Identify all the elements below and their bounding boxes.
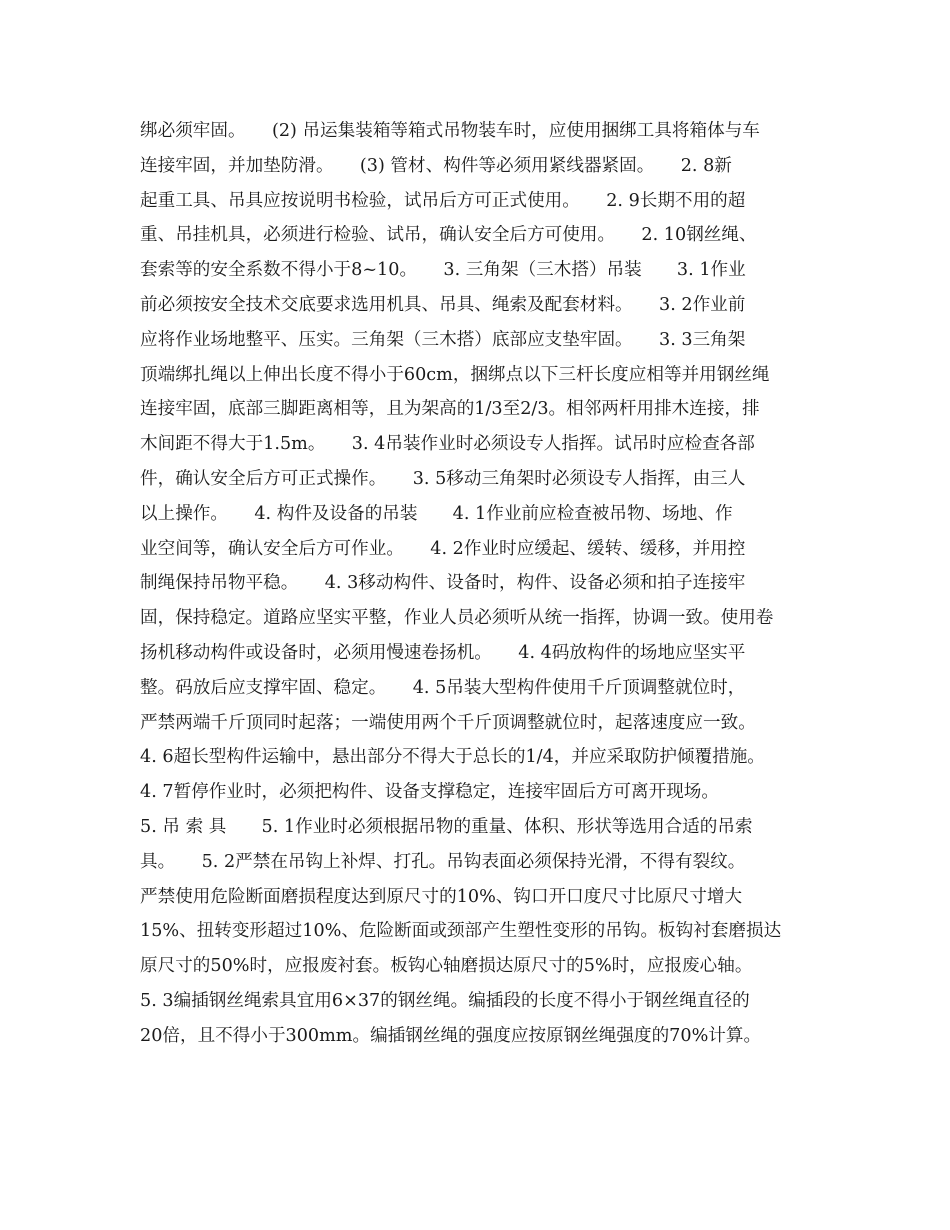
text-line: 严禁使用危险断面磨损程度达到原尺寸的10%、钩口开口度尺寸比原尺寸增大: [140, 886, 743, 907]
text-line: 业空间等，确认安全后方可作业。 4. 2作业时应缓起、缓转、缓移，并用控: [140, 538, 746, 559]
text-line: 件，确认安全后方可正式操作。 3. 5移动三角架时必须设专人指挥，由三人: [140, 468, 746, 489]
text-line: 绑必须牢固。 (2) 吊运集装箱等箱式吊物装车时，应使用捆绑工具将箱体与车: [140, 121, 760, 141]
text-line: 木间距不得大于1.5m。 3. 4吊装作业时必须设专人指挥。试吊时应检查各部: [140, 434, 755, 455]
text-line: 扬机移动构件或设备时，必须用慢速卷扬机。 4. 4码放构件的场地应坚实平: [140, 642, 746, 663]
text-line: 原尺寸的50%时，应报废衬套。板钩心轴磨损达原尺寸的5%时，应报废心轴。: [140, 956, 753, 977]
text-line: 4. 6超长型构件运输中，悬出部分不得大于总长的1/4，并应采取防护倾覆措施。: [140, 747, 765, 768]
text-line: 顶端绑扎绳以上伸出长度不得小于60cm，捆绑点以下三杆长度应相等并用钢丝绳: [140, 364, 770, 385]
text-line: 以上操作。 4. 构件及设备的吊装 4. 1作业前应检查被吊物、场地、作: [140, 503, 733, 524]
text-line: 5. 吊 索 具 5. 1作业时必须根据吊物的重量、体积、形状等选用合适的吊索: [140, 816, 753, 837]
text-line: 制绳保持吊物平稳。 4. 3移动构件、设备时，构件、设备必须和拍子连接牢: [140, 573, 746, 594]
text-line: 5. 3编插钢丝绳索具宜用6×37的钢丝绳。编插段的长度不得小于钢丝绳直径的: [140, 990, 750, 1011]
text-line: 套索等的安全系数不得小于8~10。 3. 三角架（三木搭）吊装 3. 1作业: [140, 260, 746, 281]
text-line: 固，保持稳定。道路应坚实平整，作业人员必须听从统一指挥，协调一致。使用卷: [140, 608, 774, 629]
text-line: 应将作业场地整平、压实。三角架（三木搭）底部应支垫牢固。 3. 3三角架: [140, 329, 746, 350]
text-line: 连接牢固，底部三脚距离相等，且为架高的1/3至2/3。相邻两杆用排木连接，排: [140, 399, 760, 420]
text-line: 起重工具、吊具应按说明书检验，试吊后方可正式使用。 2. 9长期不用的超: [140, 190, 746, 211]
text-line: 具。 5. 2严禁在吊钩上补焊、打孔。吊钩表面必须保持光滑，不得有裂纹。: [140, 851, 746, 872]
text-line: 连接牢固，并加垫防滑。 (3) 管材、构件等必须用紧线器紧固。 2. 8新: [140, 155, 732, 176]
text-line: 20倍，且不得小于300mm。编插钢丝绳的强度应按原钢丝绳强度的70%计算。: [140, 1025, 762, 1046]
text-line: 4. 7暂停作业时，必须把构件、设备支撑稳定，连接牢固后方可离开现场。: [140, 782, 719, 803]
text-line: 重、吊挂机具，必须进行检验、试吊，确认安全后方可使用。 2. 10钢丝绳、: [140, 225, 757, 246]
body-text: [140, 114, 830, 1054]
text-line: 15%、扭转变形超过10%、危险断面或颈部产生塑性变形的吊钩。板钩衬套磨损达: [140, 921, 782, 942]
text-line: 严禁两端千斤顶同时起落；一端使用两个千斤顶调整就位时，起落速度应一致。: [140, 712, 756, 733]
text-line: 整。码放后应支撑牢固、稳定。 4. 5吊装大型构件使用千斤顶调整就位时，: [140, 677, 746, 698]
text-line: 前必须按安全技术交底要求选用机具、吊具、绳索及配套材料。 3. 2作业前: [140, 294, 746, 315]
